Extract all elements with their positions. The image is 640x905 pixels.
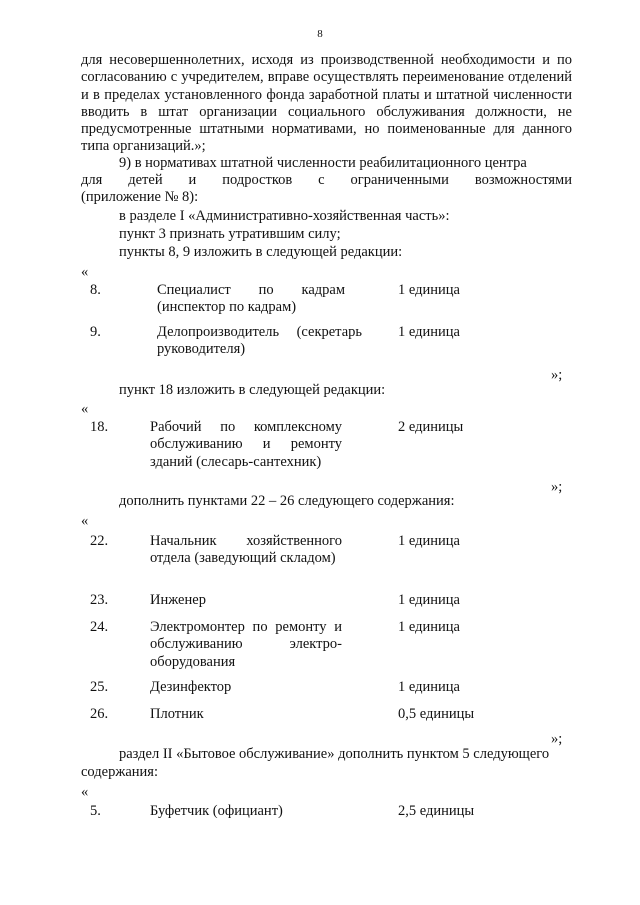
row-position: Делопроизводитель (секретарь руководителя): [157, 324, 362, 358]
row-quantity: 1 единица: [398, 282, 460, 298]
row-number: 25.: [90, 679, 109, 695]
item9-line2: для детей и подростков с ограниченными возможностями: [81, 172, 572, 188]
quote-open: «: [81, 513, 89, 529]
row-position: Рабочий по комплексному обслуживанию и ремонту зданий (слесарь-сантехник): [150, 419, 342, 470]
quote-close: »;: [551, 367, 563, 383]
row-quantity: 1 единица: [398, 592, 460, 608]
row-position: Электромонтер по ремонту и обслуживанию электро-оборудования: [150, 619, 342, 670]
section1-heading: в разделе I «Административно-хозяйственная часть»:: [119, 208, 450, 224]
row-position: Буфетчик (официант): [150, 803, 283, 819]
row-number: 8.: [90, 282, 101, 298]
row-number: 9.: [90, 324, 101, 340]
row-quantity: 2 единицы: [398, 419, 464, 435]
row-quantity: 1 единица: [398, 533, 460, 549]
quote-close: »;: [551, 479, 563, 495]
row-quantity: 0,5 единицы: [398, 706, 475, 722]
point18-text: пункт 18 изложить в следующей редакции:: [119, 382, 386, 398]
section2-line2: содержания:: [81, 764, 159, 780]
point3-text: пункт 3 признать утратившим силу;: [119, 226, 341, 242]
item9-line1: 9) в нормативах штатной численности реабилитационного центра: [119, 155, 527, 171]
row-number: 5.: [90, 803, 101, 819]
row-quantity: 1 единица: [398, 619, 460, 635]
row-number: 26.: [90, 706, 109, 722]
row-position: Начальник хозяйственного отдела (заведующий складом): [150, 533, 342, 567]
intro-paragraph: для несовершеннолетних, исходя из производственной необходимости и по согласованию с учредителем, вправе осуществлять переименование отделений и в пределах установленного фонда заработной платы и штатной численности вводить в штат организации социального обслуживания должности, не предусмотренные штатными нормативами, но поименованные для данного типа организаций.»;: [81, 52, 572, 155]
row-position: Плотник: [150, 706, 204, 722]
quote-open: «: [81, 264, 89, 280]
page-number: 8: [317, 28, 323, 40]
points22-text: дополнить пунктами 22 – 26 следующего содержания:: [119, 493, 455, 509]
row-quantity: 1 единица: [398, 324, 460, 340]
row-position: Специалист по кадрам (инспектор по кадрам): [157, 282, 345, 316]
row-position: Дезинфектор: [150, 679, 232, 695]
row-quantity: 1 единица: [398, 679, 460, 695]
row-number: 24.: [90, 619, 109, 635]
row-number: 18.: [90, 419, 109, 435]
quote-open: «: [81, 784, 89, 800]
quote-close: »;: [551, 731, 563, 747]
item9-line3: (приложение № 8):: [81, 189, 199, 205]
row-number: 23.: [90, 592, 109, 608]
quote-open: «: [81, 401, 89, 417]
points89-text: пункты 8, 9 изложить в следующей редакции:: [119, 244, 403, 260]
row-number: 22.: [90, 533, 109, 549]
row-quantity: 2,5 единицы: [398, 803, 475, 819]
row-position: Инженер: [150, 592, 206, 608]
section2-line1: раздел II «Бытовое обслуживание» дополнить пунктом 5 следующего: [119, 746, 550, 762]
